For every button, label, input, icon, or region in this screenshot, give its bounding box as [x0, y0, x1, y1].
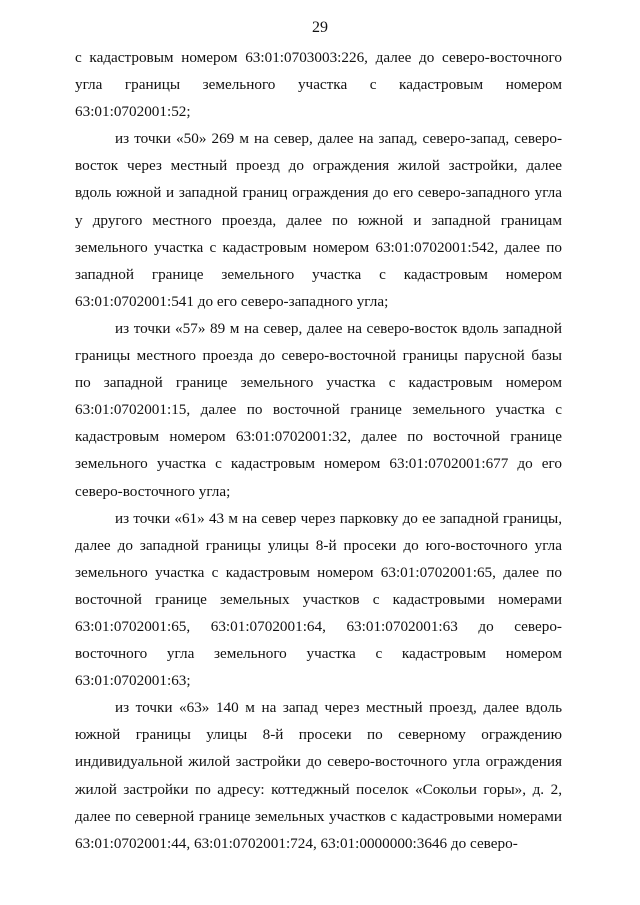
paragraph: из точки «61» 43 м на север через парковку до ее западной границы, далее до западной границы улицы 8-й просеки до юго-восточного угла земельного участка с кадастровым номером 63:01:0702001:65, далее по восточной границе земельных участков с кадастровыми номерами 63:01:0702001:65, 63:01:0702001:64, 63:01:0702001:63 до северо-восточного угла земельного участка с кадастровым номером 63:01:0702001:63;	[75, 509, 562, 690]
paragraph: из точки «57» 89 м на север, далее на северо-восток вдоль западной границы местного проезда до северо-восточной границы парусной базы по западной границе земельного участка с кадастровым номером 63:01:0702001:15, далее по восточной границе земельного участка с кадастровым номером 63:01:0702001:32, далее по восточной границе земельного участка с кадастровым номером 63:01:0702001:677 до его северо-восточного угла;	[75, 319, 562, 500]
document-body	[75, 44, 562, 857]
page-number: 29	[312, 19, 328, 36]
paragraph: из точки «63» 140 м на запад через местный проезд, далее вдоль южной границы улицы 8-й просеки по северному ограждению индивидуальной жилой застройки до северо-восточного угла ограждения жилой застройки по адресу: коттеджный поселок «Сокольи горы», д. 2, далее по северной границе земельных участков с кадастровыми номерами 63:01:0702001:44, 63:01:0702001:724, 63:01:0000000:3646 до северо-	[75, 699, 562, 852]
paragraph: из точки «50» 269 м на север, далее на запад, северо-запад, северо-восток через местный проезд до ограждения жилой застройки, далее вдоль южной и западной границ ограждения до его северо-западного угла у другого местного проезда, далее по южной и западной границам земельного участка с кадастровым номером 63:01:0702001:542, далее по западной границе земельного участка с кадастровым номером 63:01:0702001:541 до его северо-западного угла;	[75, 130, 562, 310]
paragraph: с кадастровым номером 63:01:0703003:226, далее до северо-восточного угла границы земельного участка с кадастровым номером 63:01:0702001:52;	[75, 49, 562, 121]
